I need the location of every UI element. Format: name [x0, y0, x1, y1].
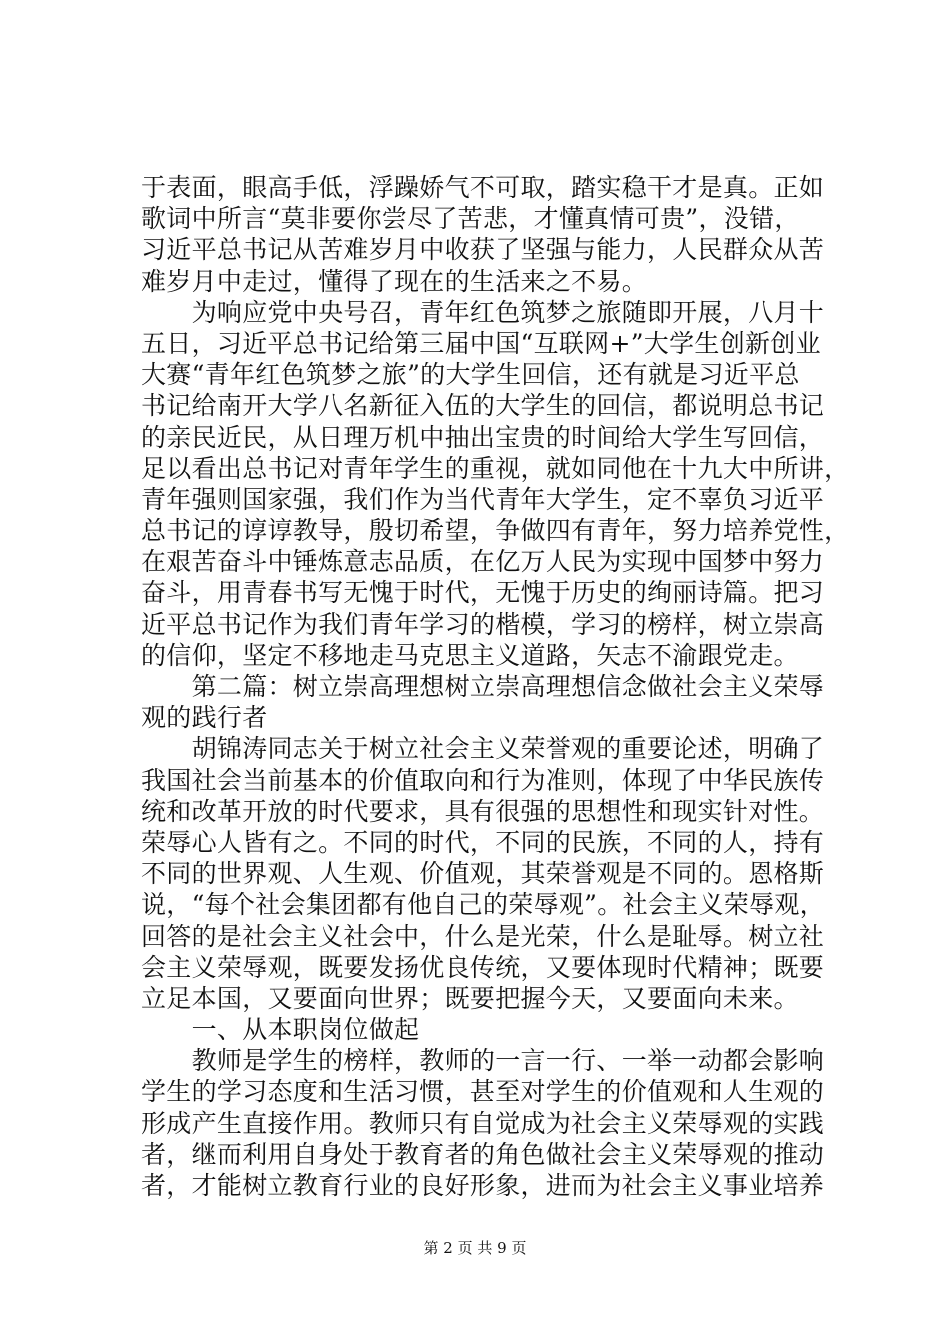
text-line: 立足本国，又要面向世界；既要把握今天，又要面向未来。 — [141, 983, 799, 1013]
text-line: 在艰苦奋斗中锤炼意志品质，在亿万人民为实现中国梦中努力 — [141, 547, 825, 577]
text-line: 足以看出总书记对青年学生的重视，就如同他在十九大中所讲， — [141, 453, 850, 483]
text-line: 近平总书记作为我们青年学习的楷模，学习的榜样，树立崇高 — [141, 609, 825, 639]
text-line: 五日，习近平总书记给第三届中国“互联网+”大学生创新创业 — [141, 328, 821, 358]
text-line: 学生的学习态度和生活习惯，甚至对学生的价值观和人生观的 — [141, 1077, 825, 1107]
text-line: 会主义荣辱观，既要发扬优良传统，又要体现时代精神；既要 — [141, 952, 825, 982]
text-line: 说，“每个社会集团都有他自己的荣辱观”。社会主义荣辱观， — [141, 890, 825, 920]
text-line: 为响应党中央号召，青年红色筑梦之旅随即开展，八月十 — [141, 297, 825, 327]
text-line: 奋斗，用青春书写无愧于时代，无愧于历史的绚丽诗篇。把习 — [141, 578, 825, 608]
section-heading-line: 第二篇：树立崇高理想树立崇高理想信念做社会主义荣辱 — [141, 672, 825, 701]
text-line: 于表面，眼高手低，浮躁娇气不可取，踏实稳干才是真。正如 — [141, 173, 825, 202]
text-line: 的信仰，坚定不移地走马克思主义道路，矢志不渝跟党走。 — [141, 640, 799, 670]
document-body — [141, 172, 850, 1201]
text-line: 形成产生直接作用。教师只有自觉成为社会主义荣辱观的实践 — [141, 1108, 825, 1138]
text-line: 大赛“青年红色筑梦之旅”的大学生回信，还有就是习近平总 — [141, 360, 800, 390]
text-line: 统和改革开放的时代要求，具有很强的思想性和现实针对性。 — [141, 796, 825, 826]
text-line: 回答的是社会主义社会中，什么是光荣，什么是耻辱。树立社 — [141, 921, 825, 951]
text-line: 我国社会当前基本的价值取向和行为准则，体现了中华民族传 — [141, 765, 825, 795]
text-line: 荣辱心人皆有之。不同的时代，不同的民族，不同的人，持有 — [141, 827, 825, 857]
text-line: 胡锦涛同志关于树立社会主义荣誉观的重要论述，明确了 — [141, 734, 825, 764]
section-heading-line: 观的践行者 — [141, 703, 268, 733]
text-line: 者，继而利用自身处于教育者的角色做社会主义荣辱观的推动 — [141, 1139, 825, 1169]
text-line: 习近平总书记从苦难岁月中收获了坚强与能力，人民群众从苦 — [141, 235, 825, 265]
text-line: 书记给南开大学八名新征入伍的大学生的回信，都说明总书记 — [141, 391, 825, 421]
text-line: 的亲民近民，从日理万机中抽出宝贵的时间给大学生写回信， — [141, 422, 825, 452]
text-line: 者，才能树立教育行业的良好形象，进而为社会主义事业培养 — [141, 1171, 825, 1200]
text-line: 总书记的谆谆教导，殷切希望，争做四有青年，努力培养党性， — [141, 516, 850, 546]
text-line: 歌词中所言“莫非要你尝尽了苦悲，才懂真情可贵”，没错， — [141, 204, 800, 234]
text-line: 难岁月中走过，懂得了现在的生活来之不易。 — [141, 266, 648, 296]
subheading-line: 一、从本职岗位做起 — [141, 1015, 420, 1045]
page-number-footer: 第 2 页 共 9 页 — [423, 1239, 527, 1257]
text-line: 青年强则国家强，我们作为当代青年大学生，定不辜负习近平 — [141, 484, 825, 514]
text-line: 教师是学生的榜样，教师的一言一行、一举一动都会影响 — [141, 1046, 825, 1076]
text-line: 不同的世界观、人生观、价值观，其荣誉观是不同的。恩格斯 — [141, 859, 825, 889]
